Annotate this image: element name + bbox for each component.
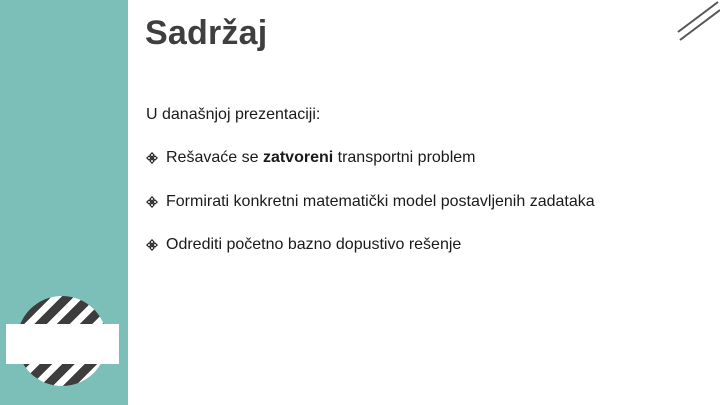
slide-title: Sadržaj bbox=[145, 14, 268, 52]
bullet-list bbox=[146, 148, 595, 279]
list-item bbox=[146, 235, 595, 255]
bullet-text-part: transportni problem bbox=[333, 149, 476, 166]
bullet-text bbox=[166, 149, 475, 167]
badge-white-bar bbox=[6, 324, 119, 364]
bullet-text: Formirati konkretni matematički model postavljenih zadataka bbox=[166, 192, 595, 210]
diamond-flower-icon bbox=[146, 152, 158, 164]
bullet-text-part: Rešavaće se bbox=[166, 149, 263, 166]
diamond-flower-icon bbox=[146, 239, 158, 251]
list-item bbox=[146, 148, 595, 168]
bullet-text: Odrediti početno bazno dopustivo rešenje bbox=[166, 236, 462, 253]
corner-lines-decoration bbox=[670, 0, 720, 45]
intro-text: U današnjoj prezentaciji: bbox=[146, 106, 321, 123]
list-item bbox=[146, 192, 595, 212]
diamond-flower-icon bbox=[146, 196, 158, 208]
bullet-emphasis: zatvoreni bbox=[262, 149, 334, 166]
